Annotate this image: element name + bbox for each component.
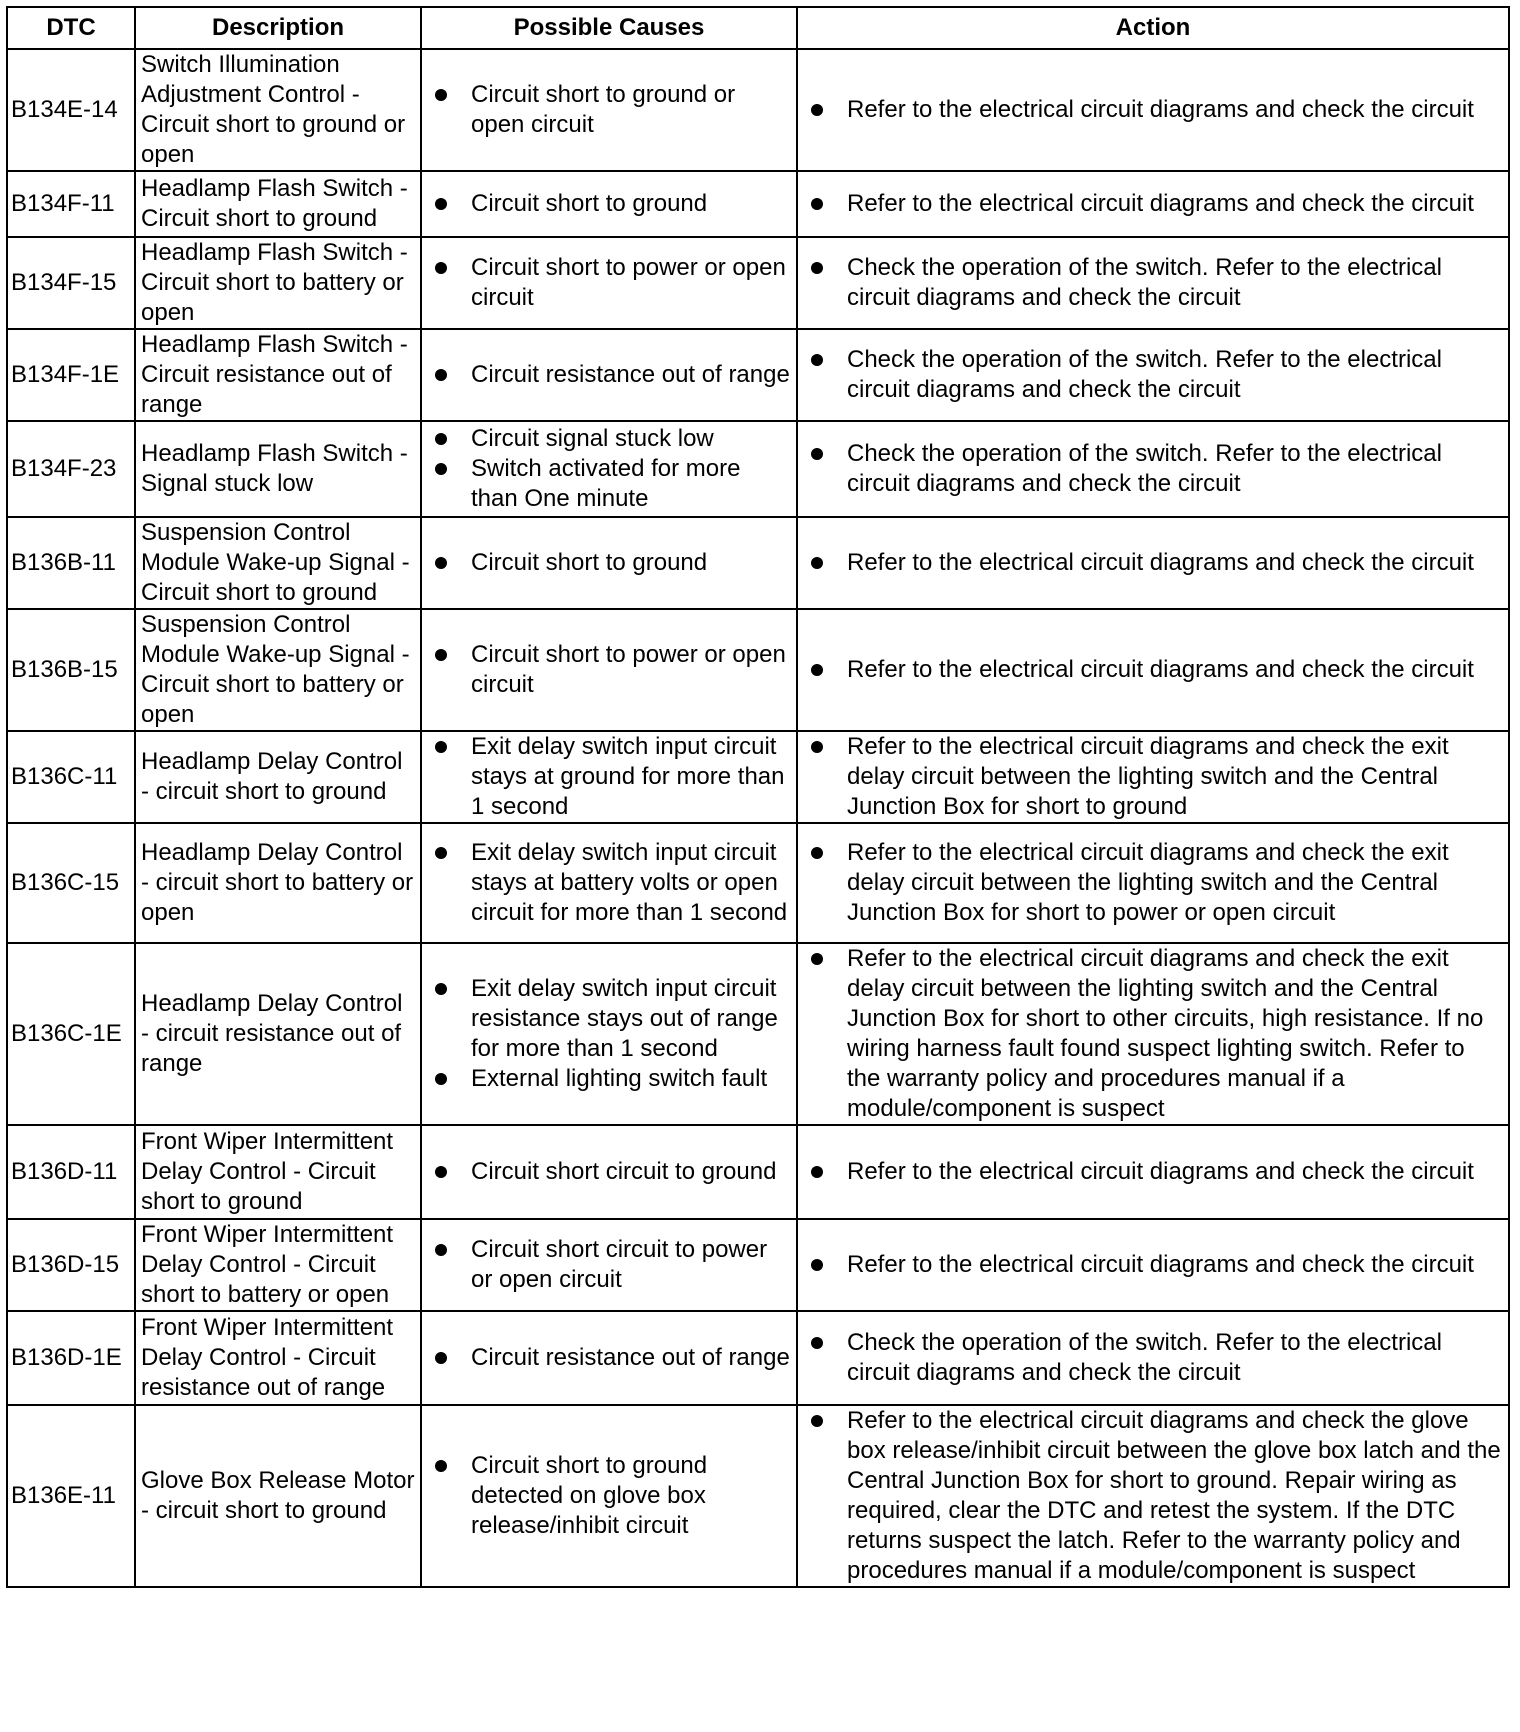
action-cell <box>797 421 1509 517</box>
table-row <box>7 1125 1509 1219</box>
table-row <box>7 49 1509 171</box>
bullet-icon <box>811 664 823 676</box>
possible-cause-cell <box>421 1311 797 1405</box>
possible-cause-cell <box>421 1125 797 1219</box>
dtc-code: B136E-11 <box>7 1405 135 1587</box>
bullet-icon <box>811 847 823 859</box>
header-possible-causes: Possible Causes <box>421 7 797 49</box>
bullet-icon <box>811 198 823 210</box>
possible-cause-cell <box>421 421 797 517</box>
action-text: Refer to the electrical circuit diagrams and check the exit delay circuit between the lighting switch and the Central Junction Box for short to ground <box>847 733 1449 820</box>
bullet-icon <box>435 1460 447 1472</box>
action-item <box>847 1157 1503 1187</box>
possible-cause-cell <box>421 1219 797 1311</box>
possible-cause-text: Circuit short to ground <box>471 549 708 576</box>
possible-cause-item <box>471 454 791 514</box>
action-text: Check the operation of the switch. Refer to the electrical circuit diagrams and check the circuit <box>847 440 1442 497</box>
possible-cause-list <box>427 1235 791 1295</box>
action-item <box>847 655 1503 685</box>
dtc-description: Headlamp Delay Control - circuit resistance out of range <box>135 943 421 1125</box>
action-text: Refer to the electrical circuit diagrams and check the exit delay circuit between the lighting switch and the Central Junction Box for short to other circuits, high resistance. If no wiring harness fault found suspect lighting switch. Refer to the warranty policy and procedures manual if a module/component is suspect <box>847 945 1484 1122</box>
possible-cause-list <box>427 1451 791 1541</box>
action-text: Refer to the electrical circuit diagrams and check the circuit <box>847 1251 1474 1278</box>
action-item <box>847 944 1503 1124</box>
action-item <box>847 345 1503 405</box>
possible-cause-item <box>471 80 791 140</box>
possible-cause-text: Exit delay switch input circuit stays at battery volts or open circuit for more than 1 second <box>471 839 788 926</box>
bullet-icon <box>435 847 447 859</box>
bullet-icon <box>435 557 447 569</box>
possible-cause-item <box>471 974 791 1064</box>
dtc-description: Headlamp Flash Switch - Circuit resistance out of range <box>135 329 421 421</box>
bullet-icon <box>811 1259 823 1271</box>
possible-cause-text: Circuit short to power or open circuit <box>471 641 786 698</box>
possible-cause-item <box>471 1451 791 1541</box>
dtc-description: Suspension Control Module Wake-up Signal - Circuit short to battery or open <box>135 609 421 731</box>
action-list <box>803 1157 1503 1187</box>
possible-cause-item <box>471 732 791 822</box>
header-action: Action <box>797 7 1509 49</box>
action-cell <box>797 1311 1509 1405</box>
action-list <box>803 732 1503 822</box>
dtc-description: Headlamp Flash Switch - Circuit short to ground <box>135 171 421 237</box>
action-list <box>803 1328 1503 1388</box>
dtc-code: B134F-15 <box>7 237 135 329</box>
bullet-icon <box>811 741 823 753</box>
dtc-code: B136D-15 <box>7 1219 135 1311</box>
possible-cause-list <box>427 253 791 313</box>
action-list <box>803 655 1503 685</box>
possible-cause-item <box>471 1064 791 1094</box>
bullet-icon <box>435 369 447 381</box>
possible-cause-text: Circuit short to ground or open circuit <box>471 81 736 138</box>
bullet-icon <box>435 433 447 445</box>
possible-cause-list <box>427 360 791 390</box>
table-body <box>7 49 1509 1587</box>
possible-cause-item <box>471 253 791 313</box>
action-list <box>803 439 1503 499</box>
possible-cause-item <box>471 548 791 578</box>
action-list <box>803 548 1503 578</box>
action-text: Refer to the electrical circuit diagrams and check the circuit <box>847 96 1474 123</box>
possible-cause-list <box>427 80 791 140</box>
dtc-code: B136C-11 <box>7 731 135 823</box>
action-item <box>847 189 1503 219</box>
bullet-icon <box>435 198 447 210</box>
possible-cause-item <box>471 1235 791 1295</box>
dtc-description: Front Wiper Intermittent Delay Control - Circuit resistance out of range <box>135 1311 421 1405</box>
dtc-code: B134E-14 <box>7 49 135 171</box>
action-item <box>847 1328 1503 1388</box>
action-cell <box>797 609 1509 731</box>
bullet-icon <box>435 89 447 101</box>
header-dtc: DTC <box>7 7 135 49</box>
possible-cause-item <box>471 1157 791 1187</box>
action-cell <box>797 329 1509 421</box>
action-item <box>847 548 1503 578</box>
action-text: Check the operation of the switch. Refer to the electrical circuit diagrams and check the circuit <box>847 1329 1442 1386</box>
dtc-description: Headlamp Flash Switch - Signal stuck low <box>135 421 421 517</box>
dtc-table <box>6 6 1510 1588</box>
action-list <box>803 1250 1503 1280</box>
bullet-icon <box>435 1073 447 1085</box>
dtc-description: Headlamp Delay Control - circuit short to battery or open <box>135 823 421 943</box>
bullet-icon <box>435 649 447 661</box>
table-row <box>7 237 1509 329</box>
table-row <box>7 1219 1509 1311</box>
dtc-description: Suspension Control Module Wake-up Signal - Circuit short to ground <box>135 517 421 609</box>
possible-cause-list <box>427 732 791 822</box>
possible-cause-list <box>427 424 791 514</box>
action-cell <box>797 1125 1509 1219</box>
possible-cause-list <box>427 974 791 1094</box>
action-list <box>803 838 1503 928</box>
bullet-icon <box>435 1166 447 1178</box>
action-text: Refer to the electrical circuit diagrams and check the circuit <box>847 549 1474 576</box>
possible-cause-cell <box>421 329 797 421</box>
possible-cause-text: Circuit short to ground <box>471 190 708 217</box>
table-row <box>7 329 1509 421</box>
possible-cause-item <box>471 640 791 700</box>
table-row <box>7 421 1509 517</box>
possible-cause-cell <box>421 731 797 823</box>
possible-cause-text: Circuit short circuit to ground <box>471 1158 777 1185</box>
possible-cause-list <box>427 548 791 578</box>
possible-cause-text: Circuit signal stuck low <box>471 425 714 452</box>
action-list <box>803 189 1503 219</box>
possible-cause-cell <box>421 1405 797 1587</box>
bullet-icon <box>811 1166 823 1178</box>
possible-cause-item <box>471 360 791 390</box>
table-row <box>7 1405 1509 1587</box>
dtc-code: B134F-1E <box>7 329 135 421</box>
possible-cause-text: Switch activated for more than One minute <box>471 455 741 512</box>
action-text: Refer to the electrical circuit diagrams and check the circuit <box>847 1158 1474 1185</box>
table-row <box>7 1311 1509 1405</box>
bullet-icon <box>435 463 447 475</box>
table-row <box>7 609 1509 731</box>
table-header-row <box>7 7 1509 49</box>
possible-cause-cell <box>421 943 797 1125</box>
dtc-code: B136B-11 <box>7 517 135 609</box>
possible-cause-list <box>427 1343 791 1373</box>
possible-cause-cell <box>421 823 797 943</box>
bullet-icon <box>435 262 447 274</box>
dtc-code: B136D-1E <box>7 1311 135 1405</box>
table-row <box>7 171 1509 237</box>
bullet-icon <box>435 1352 447 1364</box>
bullet-icon <box>435 1244 447 1256</box>
dtc-code: B136B-15 <box>7 609 135 731</box>
action-cell <box>797 1219 1509 1311</box>
possible-cause-text: Exit delay switch input circuit resistance stays out of range for more than 1 second <box>471 975 778 1062</box>
possible-cause-text: Circuit resistance out of range <box>471 1344 790 1371</box>
action-cell <box>797 1405 1509 1587</box>
action-item <box>847 838 1503 928</box>
action-item <box>847 732 1503 822</box>
action-cell <box>797 49 1509 171</box>
possible-cause-cell <box>421 517 797 609</box>
table-row <box>7 731 1509 823</box>
action-list <box>803 95 1503 125</box>
dtc-description: Headlamp Delay Control - circuit short to ground <box>135 731 421 823</box>
action-cell <box>797 943 1509 1125</box>
action-text: Refer to the electrical circuit diagrams and check the circuit <box>847 656 1474 683</box>
action-list <box>803 944 1503 1124</box>
bullet-icon <box>811 104 823 116</box>
dtc-description: Switch Illumination Adjustment Control - Circuit short to ground or open <box>135 49 421 171</box>
bullet-icon <box>811 1337 823 1349</box>
action-cell <box>797 237 1509 329</box>
dtc-description: Front Wiper Intermittent Delay Control - Circuit short to ground <box>135 1125 421 1219</box>
possible-cause-item <box>471 424 791 454</box>
possible-cause-item <box>471 189 791 219</box>
action-list <box>803 1406 1503 1586</box>
dtc-code: B134F-11 <box>7 171 135 237</box>
dtc-description: Glove Box Release Motor - circuit short to ground <box>135 1405 421 1587</box>
possible-cause-text: Exit delay switch input circuit stays at ground for more than 1 second <box>471 733 785 820</box>
action-item <box>847 439 1503 499</box>
possible-cause-text: Circuit resistance out of range <box>471 361 790 388</box>
possible-cause-list <box>427 838 791 928</box>
action-cell <box>797 731 1509 823</box>
action-item <box>847 95 1503 125</box>
possible-cause-list <box>427 1157 791 1187</box>
dtc-code: B136C-15 <box>7 823 135 943</box>
action-text: Refer to the electrical circuit diagrams and check the glove box release/inhibit circuit between the glove box latch and the Central Junction Box for short to ground. Repair wiring as required, clear the DTC and retest the system. If the DTC returns suspect the latch. Refer to the warranty policy and procedures manual if a module/component is suspect <box>847 1407 1501 1584</box>
action-cell <box>797 171 1509 237</box>
dtc-description: Front Wiper Intermittent Delay Control - Circuit short to battery or open <box>135 1219 421 1311</box>
dtc-code: B136C-1E <box>7 943 135 1125</box>
possible-cause-text: Circuit short to power or open circuit <box>471 254 786 311</box>
possible-cause-text: Circuit short circuit to power or open circuit <box>471 1236 768 1293</box>
action-cell <box>797 517 1509 609</box>
dtc-code: B134F-23 <box>7 421 135 517</box>
action-item <box>847 1406 1503 1586</box>
possible-cause-text: Circuit short to ground detected on glove box release/inhibit circuit <box>471 1452 708 1539</box>
bullet-icon <box>811 354 823 366</box>
possible-cause-cell <box>421 171 797 237</box>
action-text: Check the operation of the switch. Refer to the electrical circuit diagrams and check the circuit <box>847 254 1442 311</box>
table-row <box>7 823 1509 943</box>
action-text: Refer to the electrical circuit diagrams and check the circuit <box>847 190 1474 217</box>
action-text: Refer to the electrical circuit diagrams and check the exit delay circuit between the lighting switch and the Central Junction Box for short to power or open circuit <box>847 839 1449 926</box>
action-item <box>847 1250 1503 1280</box>
possible-cause-cell <box>421 609 797 731</box>
dtc-code: B136D-11 <box>7 1125 135 1219</box>
possible-cause-list <box>427 640 791 700</box>
action-item <box>847 253 1503 313</box>
bullet-icon <box>811 1415 823 1427</box>
table-row <box>7 943 1509 1125</box>
possible-cause-list <box>427 189 791 219</box>
possible-cause-item <box>471 838 791 928</box>
possible-cause-cell <box>421 49 797 171</box>
action-cell <box>797 823 1509 943</box>
header-description: Description <box>135 7 421 49</box>
bullet-icon <box>811 262 823 274</box>
bullet-icon <box>811 953 823 965</box>
possible-cause-cell <box>421 237 797 329</box>
possible-cause-item <box>471 1343 791 1373</box>
bullet-icon <box>811 448 823 460</box>
action-list <box>803 253 1503 313</box>
possible-cause-text: External lighting switch fault <box>471 1065 768 1092</box>
bullet-icon <box>435 983 447 995</box>
action-list <box>803 345 1503 405</box>
dtc-description: Headlamp Flash Switch - Circuit short to battery or open <box>135 237 421 329</box>
bullet-icon <box>435 741 447 753</box>
table-row <box>7 517 1509 609</box>
bullet-icon <box>811 557 823 569</box>
action-text: Check the operation of the switch. Refer to the electrical circuit diagrams and check the circuit <box>847 346 1442 403</box>
